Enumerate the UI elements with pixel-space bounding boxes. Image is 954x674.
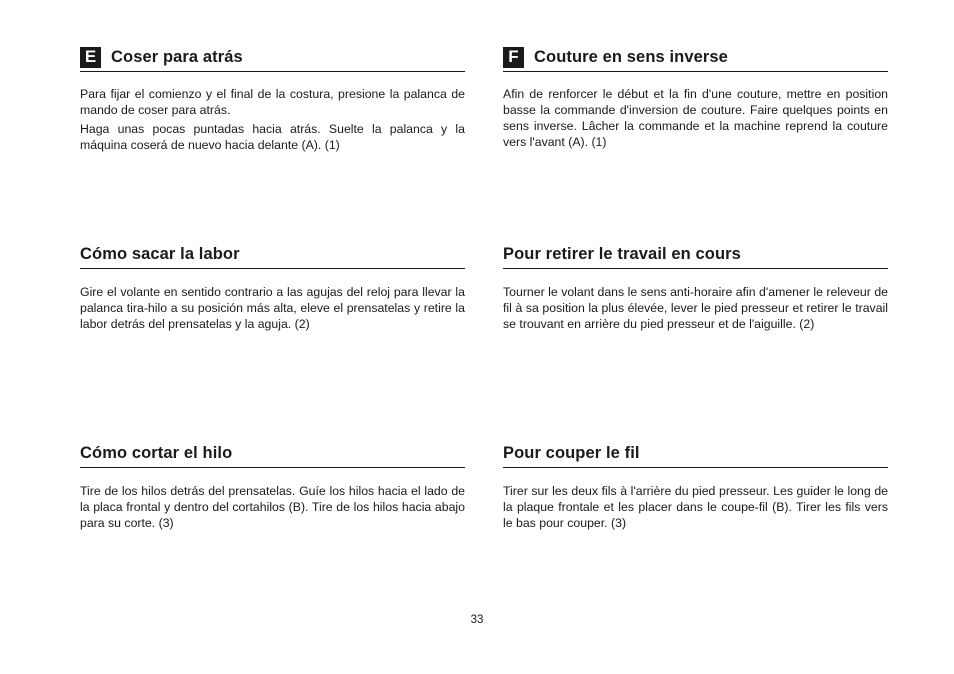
section-body	[80, 86, 465, 153]
paragraph: Tourner le volant dans le sens anti-horaire afin d'amener le releveur de fil à sa position la plus élevée, lever le pied presseur et retirer le travail se trouvant en arrière du pied presseur et de l'aiguille. (2)	[503, 285, 888, 331]
section-heading	[80, 46, 465, 72]
paragraph: Afin de renforcer le début et la fin d'une couture, mettre en position basse la commande d'inversion de couture. Faire quelques points en sens inverse. Lâcher la commande et la machine reprend la couture vers l'avant (A). (1)	[503, 87, 888, 149]
section-body	[80, 483, 465, 531]
section-heading	[503, 243, 888, 269]
section-couture-en-sens-inverse	[503, 46, 888, 150]
section-title: Coser para atrás	[111, 47, 243, 66]
section-heading	[80, 442, 465, 468]
section-title: Couture en sens inverse	[534, 47, 728, 66]
section-coser-para-atras	[80, 46, 465, 153]
section-como-sacar-la-labor	[80, 243, 465, 332]
section-heading	[503, 442, 888, 468]
section-title: Cómo cortar el hilo	[80, 443, 233, 462]
paragraph: Para fijar el comienzo y el final de la costura, presione la palanca de mando de coser para atrás.	[80, 87, 465, 117]
section-body	[503, 483, 888, 531]
section-badge-e: E	[80, 47, 101, 68]
section-heading	[503, 46, 888, 72]
section-pour-couper-le-fil	[503, 442, 888, 531]
section-body	[503, 86, 888, 150]
paragraph: Haga unas pocas puntadas hacia atrás. Suelte la palanca y la máquina coserá de nuevo hacia delante (A). (1)	[80, 122, 465, 152]
paragraph: Tire de los hilos detrás del prensatelas. Guíe los hilos hacia el lado de la placa frontal y dentro del cortahilos (B). Tire de los hilos hacia abajo para su corte. (3)	[80, 484, 465, 530]
section-badge-f: F	[503, 47, 524, 68]
section-title: Pour couper le fil	[503, 443, 640, 462]
section-heading	[80, 243, 465, 269]
page-number: 33	[470, 614, 484, 626]
section-como-cortar-el-hilo	[80, 442, 465, 531]
section-pour-retirer-le-travail	[503, 243, 888, 332]
section-title: Cómo sacar la labor	[80, 244, 240, 263]
section-title: Pour retirer le travail en cours	[503, 244, 741, 263]
section-body	[80, 284, 465, 332]
section-body	[503, 284, 888, 332]
paragraph: Gire el volante en sentido contrario a las agujas del reloj para llevar la palanca tira-hilo a su posición más alta, eleve el prensatelas y retire la labor detrás del prensatelas y la aguja. (2)	[80, 285, 465, 331]
paragraph: Tirer sur les deux fils à l'arrière du pied presseur. Les guider le long de la plaque frontale et les placer dans le coupe-fil (B). Tirer les fils vers le bas pour couper. (3)	[503, 484, 888, 530]
